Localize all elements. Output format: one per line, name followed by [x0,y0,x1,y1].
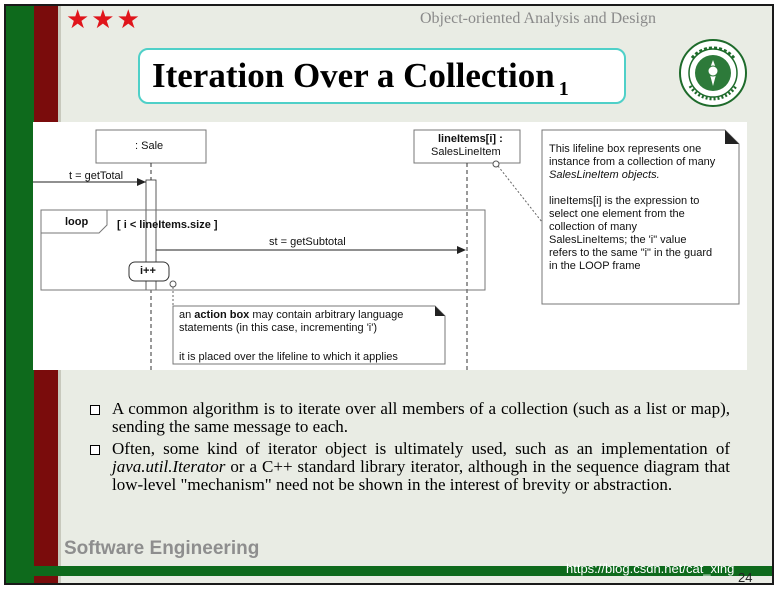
watermark-url: https://blog.csdn.net/cat_xing [566,561,735,576]
bullet-item [90,400,730,436]
bullet-text [112,440,730,494]
action-note-rest: may contain arbitrary language [249,309,404,321]
right-note-line: lineItems[i] is the expression to [549,195,700,207]
right-note-line: SalesLineItem objects. [549,169,660,181]
right-note-line: in the LOOP frame [549,260,641,272]
action-note-corner [435,306,445,316]
bullet-text-part: Often, some kind of iterator object is ultimately used, such as an implementation of [112,439,730,458]
action-anchor [170,281,176,287]
page-number: 24 [738,570,753,585]
sequence-diagram [33,122,747,370]
sale-lifeline-label: : Sale [135,140,164,152]
right-note [549,143,715,273]
action-note-bold: action box [194,309,250,321]
right-note-line: refers to the same "i" in the guard [549,247,713,259]
loop-label: loop [65,216,89,228]
call-message-arrowhead [137,178,146,186]
loop-guard: [ i < lineItems.size ] [117,219,218,231]
right-note-line: instance from a collection of many [549,156,716,168]
page-title [152,56,569,101]
right-note-connector [498,166,542,222]
right-note-line: select one element from the [549,208,685,220]
square-bullet-icon [90,445,100,455]
bullet-text: A common algorithm is to iterate over all members of a collection (such as a list or map), sending the same message to each. [112,399,730,436]
title-text: Iteration Over a Collection [152,56,555,95]
university-seal-icon [678,38,748,108]
items-lifeline-label-2: SalesLineItem [431,146,501,158]
course-title: Object-oriented Analysis and Design [420,10,656,27]
items-lifeline-label-1: lineItems[i] : [438,133,503,145]
title-box [138,48,626,104]
action-note-line-1 [179,309,403,322]
action-note-line-3: it is placed over the lifeline to which it applies [179,351,398,363]
action-box-label: i++ [140,265,156,277]
title-number: 1 [558,78,569,100]
right-note-line: SalesLineItems; the 'i" value [549,234,687,246]
action-note-line-2: statements (in this case, incrementing 'i') [179,322,377,334]
right-note-line [549,182,715,195]
bullet-text-part: or a C++ standard library iterator, although in the sequence diagram that low-level "mechanism" need not be shown in the interest of brevity or abstraction. [112,457,730,494]
subtotal-message-label: st = getSubtotal [269,236,346,248]
right-note-line: This lifeline box represents one [549,143,702,155]
left-green-stripe [6,6,34,583]
bullet-text-italic: java.util.Iterator [112,457,226,476]
footer-course-name: Software Engineering [64,538,260,559]
square-bullet-icon [90,405,100,415]
call-message-label: t = getTotal [69,170,124,182]
bullet-item [90,440,730,494]
right-note-line: collection of many [549,221,638,233]
action-note-prefix: an [179,309,195,321]
rating-stars: ★★★ [66,5,142,35]
subtotal-message-arrowhead [457,246,466,254]
